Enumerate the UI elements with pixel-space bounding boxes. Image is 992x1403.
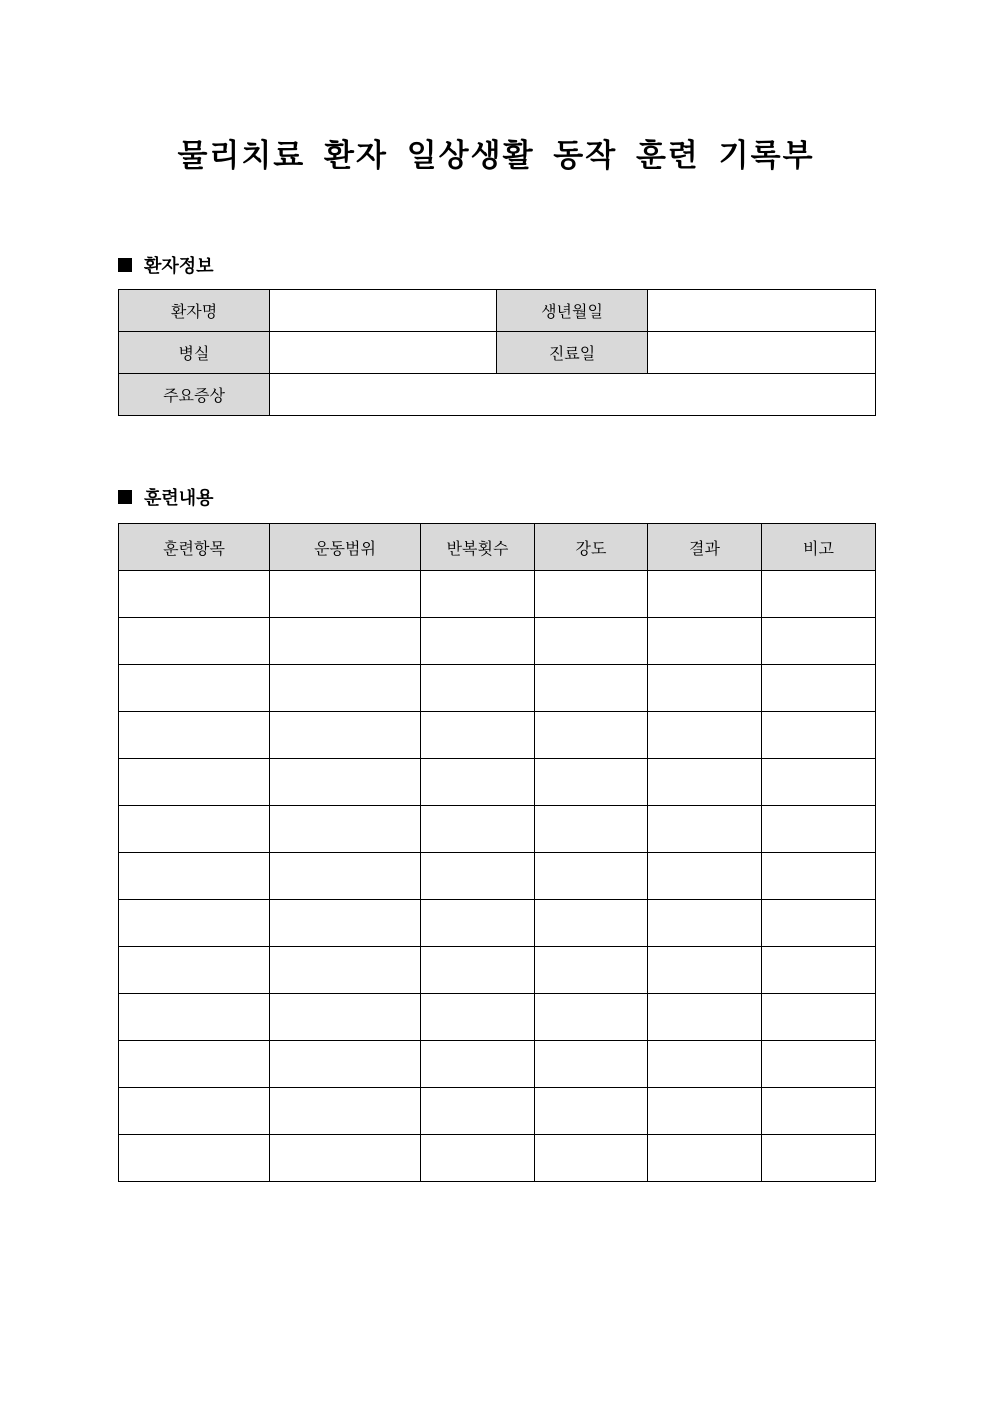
notes-cell[interactable] [762, 947, 876, 994]
birthdate-field[interactable] [648, 290, 876, 332]
patient-row-name-birthdate [119, 290, 876, 332]
training-content-heading-label: 훈련내용 [144, 488, 214, 509]
repetitions-cell[interactable] [421, 665, 535, 712]
training-content-heading [118, 485, 214, 509]
result-cell[interactable] [648, 618, 762, 665]
range-of-motion-cell[interactable] [270, 947, 421, 994]
birthdate-label: 생년월일 [497, 290, 648, 332]
main-symptoms-label: 주요증상 [119, 374, 270, 416]
training-item-cell[interactable] [119, 1135, 270, 1182]
column-header-result: 결과 [648, 524, 762, 571]
table-row [119, 759, 876, 806]
ward-label: 병실 [119, 332, 270, 374]
repetitions-cell[interactable] [421, 571, 535, 618]
range-of-motion-cell[interactable] [270, 900, 421, 947]
table-row [119, 994, 876, 1041]
intensity-cell[interactable] [535, 994, 648, 1041]
column-header-intensity: 강도 [535, 524, 648, 571]
table-row [119, 571, 876, 618]
repetitions-cell[interactable] [421, 712, 535, 759]
training-table-body [119, 571, 876, 1182]
range-of-motion-cell[interactable] [270, 571, 421, 618]
repetitions-cell[interactable] [421, 618, 535, 665]
intensity-cell[interactable] [535, 900, 648, 947]
intensity-cell[interactable] [535, 618, 648, 665]
patient-info-table [118, 289, 876, 416]
notes-cell[interactable] [762, 806, 876, 853]
result-cell[interactable] [648, 853, 762, 900]
table-row [119, 806, 876, 853]
repetitions-cell[interactable] [421, 1088, 535, 1135]
repetitions-cell[interactable] [421, 853, 535, 900]
repetitions-cell[interactable] [421, 759, 535, 806]
patient-info-heading-label: 환자정보 [144, 256, 214, 277]
notes-cell[interactable] [762, 1088, 876, 1135]
document-title: 물리치료 환자 일상생활 동작 훈련 기록부 [177, 138, 815, 174]
table-row [119, 1088, 876, 1135]
training-item-cell[interactable] [119, 759, 270, 806]
result-cell[interactable] [648, 759, 762, 806]
repetitions-cell[interactable] [421, 806, 535, 853]
training-item-cell[interactable] [119, 571, 270, 618]
table-row [119, 853, 876, 900]
training-item-cell[interactable] [119, 712, 270, 759]
column-header-notes: 비고 [762, 524, 876, 571]
square-bullet-icon [118, 258, 132, 272]
result-cell[interactable] [648, 806, 762, 853]
result-cell[interactable] [648, 947, 762, 994]
table-row [119, 665, 876, 712]
range-of-motion-cell[interactable] [270, 853, 421, 900]
result-cell[interactable] [648, 712, 762, 759]
repetitions-cell[interactable] [421, 1041, 535, 1088]
notes-cell[interactable] [762, 665, 876, 712]
repetitions-cell[interactable] [421, 900, 535, 947]
repetitions-cell[interactable] [421, 947, 535, 994]
notes-cell[interactable] [762, 1135, 876, 1182]
range-of-motion-cell[interactable] [270, 712, 421, 759]
training-item-cell[interactable] [119, 665, 270, 712]
range-of-motion-cell[interactable] [270, 1041, 421, 1088]
column-header-repetitions: 반복횟수 [421, 524, 535, 571]
result-cell[interactable] [648, 665, 762, 712]
notes-cell[interactable] [762, 1041, 876, 1088]
range-of-motion-cell[interactable] [270, 665, 421, 712]
table-row [119, 1041, 876, 1088]
training-item-cell[interactable] [119, 1088, 270, 1135]
notes-cell[interactable] [762, 759, 876, 806]
result-cell[interactable] [648, 1041, 762, 1088]
repetitions-cell[interactable] [421, 994, 535, 1041]
notes-cell[interactable] [762, 571, 876, 618]
table-row [119, 947, 876, 994]
range-of-motion-cell[interactable] [270, 806, 421, 853]
column-header-training-item: 훈련항목 [119, 524, 270, 571]
square-bullet-icon [118, 490, 132, 504]
training-item-cell[interactable] [119, 806, 270, 853]
patient-name-field[interactable] [270, 290, 497, 332]
intensity-cell[interactable] [535, 1135, 648, 1182]
intensity-cell[interactable] [535, 853, 648, 900]
range-of-motion-cell[interactable] [270, 759, 421, 806]
range-of-motion-cell[interactable] [270, 994, 421, 1041]
patient-row-symptoms [119, 374, 876, 416]
intensity-cell[interactable] [535, 1088, 648, 1135]
training-item-cell[interactable] [119, 1041, 270, 1088]
notes-cell[interactable] [762, 994, 876, 1041]
visit-date-field[interactable] [648, 332, 876, 374]
table-row [119, 712, 876, 759]
intensity-cell[interactable] [535, 759, 648, 806]
patient-row-ward-date [119, 332, 876, 374]
training-header-row [119, 524, 876, 571]
main-symptoms-field[interactable] [270, 374, 876, 416]
notes-cell[interactable] [762, 900, 876, 947]
intensity-cell[interactable] [535, 712, 648, 759]
training-item-cell[interactable] [119, 853, 270, 900]
patient-name-label: 환자명 [119, 290, 270, 332]
table-row [119, 1135, 876, 1182]
intensity-cell[interactable] [535, 947, 648, 994]
visit-date-label: 진료일 [497, 332, 648, 374]
result-cell[interactable] [648, 571, 762, 618]
ward-field[interactable] [270, 332, 497, 374]
result-cell[interactable] [648, 900, 762, 947]
notes-cell[interactable] [762, 853, 876, 900]
intensity-cell[interactable] [535, 571, 648, 618]
repetitions-cell[interactable] [421, 1135, 535, 1182]
intensity-cell[interactable] [535, 665, 648, 712]
result-cell[interactable] [648, 1135, 762, 1182]
training-record-table [118, 523, 876, 1182]
intensity-cell[interactable] [535, 806, 648, 853]
notes-cell[interactable] [762, 618, 876, 665]
range-of-motion-cell[interactable] [270, 1088, 421, 1135]
result-cell[interactable] [648, 1088, 762, 1135]
training-item-cell[interactable] [119, 994, 270, 1041]
range-of-motion-cell[interactable] [270, 618, 421, 665]
table-row [119, 900, 876, 947]
notes-cell[interactable] [762, 712, 876, 759]
training-item-cell[interactable] [119, 900, 270, 947]
patient-info-heading [118, 253, 214, 277]
training-item-cell[interactable] [119, 618, 270, 665]
column-header-range-of-motion: 운동범위 [270, 524, 421, 571]
intensity-cell[interactable] [535, 1041, 648, 1088]
table-row [119, 618, 876, 665]
result-cell[interactable] [648, 994, 762, 1041]
range-of-motion-cell[interactable] [270, 1135, 421, 1182]
training-item-cell[interactable] [119, 947, 270, 994]
